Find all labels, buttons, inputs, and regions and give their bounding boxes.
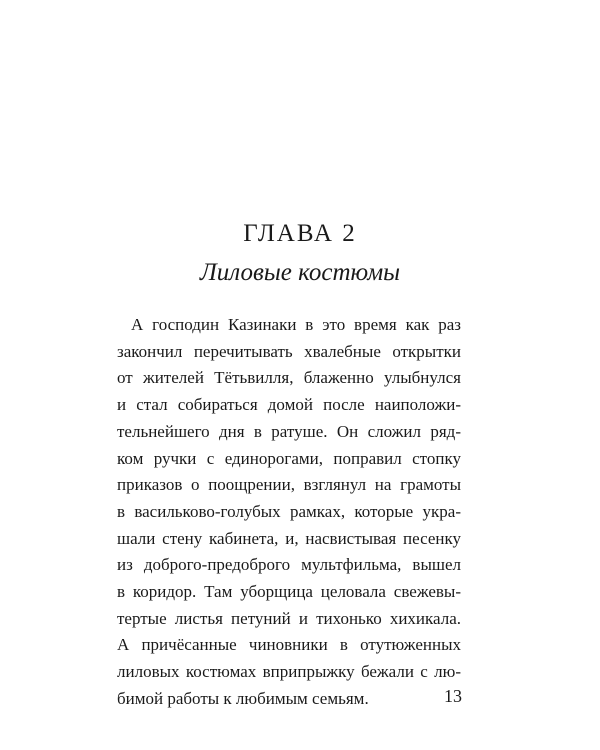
text-line: из доброго-предоброго мультфильма, вышел	[117, 555, 461, 575]
text-line: А господин Казинаки в это время как раз	[131, 315, 461, 334]
chapter-title: Лиловые костюмы	[199, 259, 401, 286]
text-line: в коридор. Там уборщица целовала свежевы-	[117, 582, 461, 602]
text-line: бимой работы к любимым семьям.	[117, 688, 369, 708]
text-line: и стал собираться домой после наиположи-	[117, 395, 461, 415]
body-paragraph	[117, 312, 461, 713]
text-line: тельнейшего дня в ратуше. Он сложил ряд-	[117, 421, 461, 441]
chapter-heading: ГЛАВА 2	[243, 220, 357, 247]
text-line: приказов о поощрении, взглянул на грамоты	[117, 475, 461, 495]
text-line: лиловых костюмах вприпрыжку бежали с лю-	[117, 662, 461, 682]
page-number: 13	[444, 686, 462, 706]
text-line: закончил перечитывать хвалебные открытки	[117, 341, 461, 361]
text-line: в васильково-голубых рамках, которые укра-	[117, 501, 461, 521]
text-line: ком ручки с единорогами, поправил стопку	[117, 448, 461, 468]
text-line: от жителей Тётьвилля, блаженно улыбнулся	[117, 368, 461, 388]
text-line: А причёсанные чиновники в отутюженных	[117, 635, 461, 655]
text-line: тертые листья петуний и тихонько хихикала.	[117, 608, 461, 628]
text-line: шали стену кабинета, и, насвистывая песенку	[117, 528, 461, 548]
